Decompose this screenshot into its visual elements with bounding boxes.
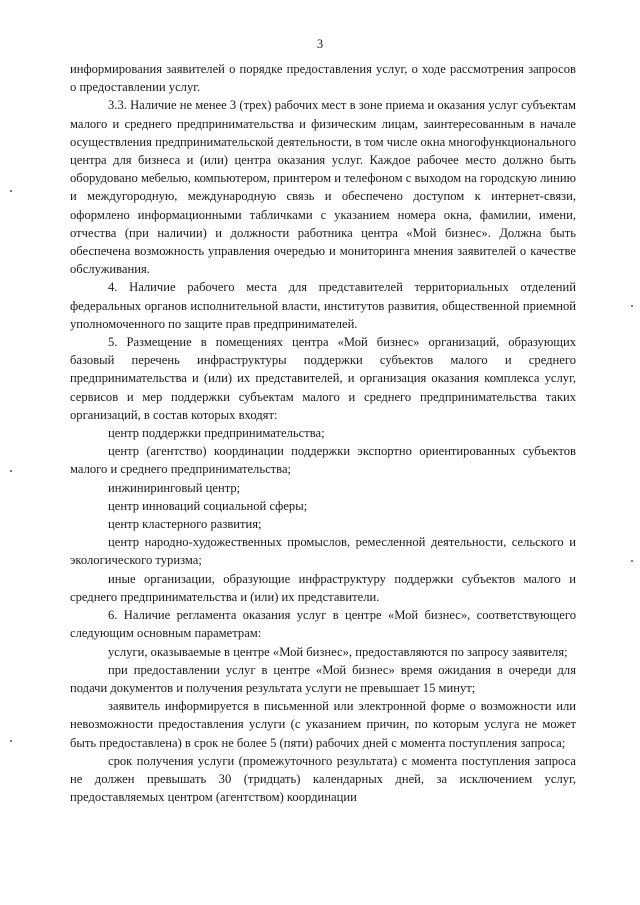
paragraph-3-3: 3.3. Наличие не менее 3 (трех) рабочих мест в зоне приема и оказания услуг субъектам малого и среднего предпринимательства и физическим лицам, заинтересованным в начале осуществления предпринимательской деятельности, в том числе окна многофункционального центра для бизнеса и (или) центра оказания услуг. Каждое рабочее место должно быть оборудовано мебелью, компьютером, принтером и телефоном с выходом на городскую линию и междугородную, международную связь и обеспечено доступом к интернет-связи, оформлено информационными табличками с указанием номера окна, фамилии, имени, отчества (при наличии) и должности работника центра «Мой бизнес». Должна быть обеспечена возможность управления очередью и мониторинга мнения заявителей о качестве обслуживания.: [70, 98, 576, 277]
page-number: 3: [316, 37, 324, 51]
scan-speck: [10, 470, 12, 472]
list-item: услуги, оказываемые в центре «Мой бизнес», предоставляются по запросу заявителя;: [108, 644, 568, 659]
list-item: инжиниринговый центр;: [108, 480, 241, 495]
list-item: центр поддержки предпринимательства;: [108, 426, 325, 441]
paragraph-4: 4. Наличие рабочего места для представителей территориальных отделений федеральных органов исполнительной власти, институтов развития, общественной приемной уполномоченного по защите прав предпринимателей.: [70, 280, 576, 331]
list-item: заявитель информируется в письменной или электронной форме о возможности или невозможности предоставления услуги (с указанием причин, по которым услуга не может быть предоставлена) в срок не более 5 (пяти) рабочих дней с момента поступления запроса;: [70, 699, 576, 750]
list-item: центр инноваций социальной сферы;: [108, 498, 308, 513]
scan-speck: [631, 305, 633, 307]
scan-speck: [10, 190, 12, 192]
scan-speck: [10, 740, 12, 742]
scan-speck: [631, 560, 633, 562]
list-item: при предоставлении услуг в центре «Мой бизнес» время ожидания в очереди для подачи документов и получения результата услуги не превышает 15 минут;: [70, 662, 576, 695]
paragraph-continuation: информирования заявителей о порядке предоставления услуг, о ходе рассмотрения запросов о предоставлении услуг.: [70, 62, 576, 95]
paragraph-5: 5. Размещение в помещениях центра «Мой бизнес» организаций, образующих базовый перечень инфраструктуры поддержки субъектов малого и среднего предпринимательства и (или) их представителей, и организация оказания комплекса услуг, сервисов и мер поддержки субъектам малого и среднего предпринимательства таких организаций, в состав которых входят:: [70, 335, 576, 422]
list-item: иные организации, образующие инфраструктуру поддержки субъектов малого и среднего предпринимательства и (или) их представители.: [70, 571, 576, 604]
paragraph-6: 6. Наличие регламента оказания услуг в центре «Мой бизнес», соответствующего следующим основным параметрам:: [70, 608, 576, 641]
list-item: центр (агентство) координации поддержки экспортно ориентированных субъектов малого и среднего предпринимательства;: [70, 444, 576, 477]
list-item: центр кластерного развития;: [108, 517, 262, 532]
body-text: [70, 60, 576, 806]
list-item: срок получения услуги (промежуточного результата) с момента поступления запроса не должен превышать 30 (тридцать) календарных дней, за исключением услуг, предоставляемых центром (агентством) координации: [70, 753, 576, 805]
list-item: центр народно-художественных промыслов, ремесленной деятельности, сельского и экологического туризма;: [70, 535, 576, 568]
